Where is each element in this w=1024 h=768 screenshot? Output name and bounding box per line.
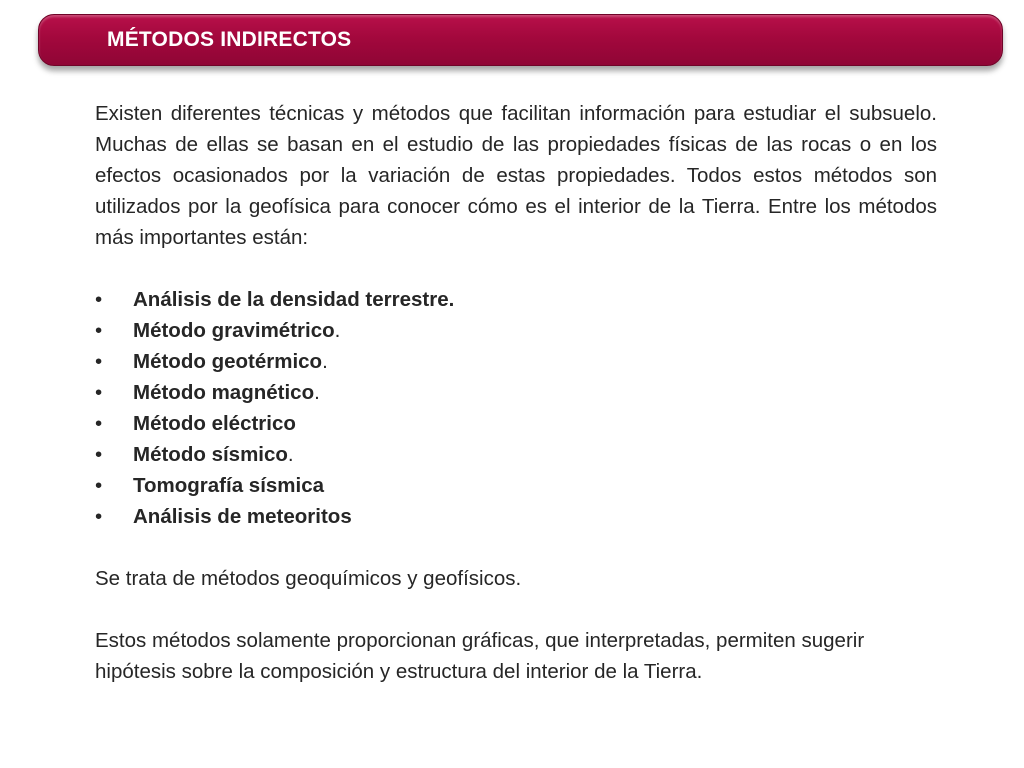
bullet-icon: • bbox=[95, 288, 103, 311]
bullet-icon: • bbox=[95, 319, 103, 342]
method-name: Análisis de meteoritos bbox=[133, 505, 352, 528]
list-item bbox=[95, 408, 937, 439]
list-item bbox=[95, 346, 937, 377]
method-name: Método gravimétrico bbox=[133, 319, 335, 342]
conclusion-paragraph: Estos métodos solamente proporcionan gráficas, que interpretadas, permiten sugerir hipótesis sobre la composición y estructura del interior de la Tierra. bbox=[95, 629, 865, 683]
bullet-icon: • bbox=[95, 350, 103, 373]
list-item bbox=[95, 439, 937, 470]
slide-body bbox=[95, 98, 937, 687]
intro-paragraph: Existen diferentes técnicas y métodos que facilitan información para estudiar el subsuelo. Muchas de ellas se basan en el estudio de las propiedades físicas de las rocas o en los efectos ocasionados por la variación de estas propiedades. Todos estos métodos son utilizados por la geofísica para conocer cómo es el interior de la Tierra. Entre los métodos más importantes están: bbox=[95, 102, 937, 249]
list-item bbox=[95, 470, 937, 501]
slide-title: MÉTODOS INDIRECTOS bbox=[107, 28, 352, 51]
bullet-icon: • bbox=[95, 412, 103, 435]
methods-list bbox=[95, 284, 937, 532]
method-suffix: . bbox=[334, 319, 341, 342]
list-item bbox=[95, 315, 937, 346]
list-item bbox=[95, 284, 937, 315]
title-banner bbox=[38, 14, 1003, 66]
summary-paragraph: Se trata de métodos geoquímicos y geofísicos. bbox=[95, 567, 522, 590]
method-name: Método geotérmico bbox=[133, 350, 323, 373]
bullet-icon: • bbox=[95, 443, 103, 466]
method-name: Análisis de la densidad terrestre. bbox=[133, 288, 455, 311]
method-name: Método magnético bbox=[133, 381, 315, 404]
method-suffix: . bbox=[322, 350, 328, 373]
method-name: Método sísmico bbox=[133, 443, 288, 466]
bullet-icon: • bbox=[95, 474, 103, 497]
method-suffix: . bbox=[314, 381, 320, 404]
method-name: Tomografía sísmica bbox=[133, 474, 325, 497]
method-suffix: . bbox=[287, 443, 294, 466]
list-item bbox=[95, 377, 937, 408]
method-name: Método eléctrico bbox=[133, 412, 296, 435]
list-item bbox=[95, 501, 937, 532]
bullet-icon: • bbox=[95, 505, 103, 528]
bullet-icon: • bbox=[95, 381, 103, 404]
